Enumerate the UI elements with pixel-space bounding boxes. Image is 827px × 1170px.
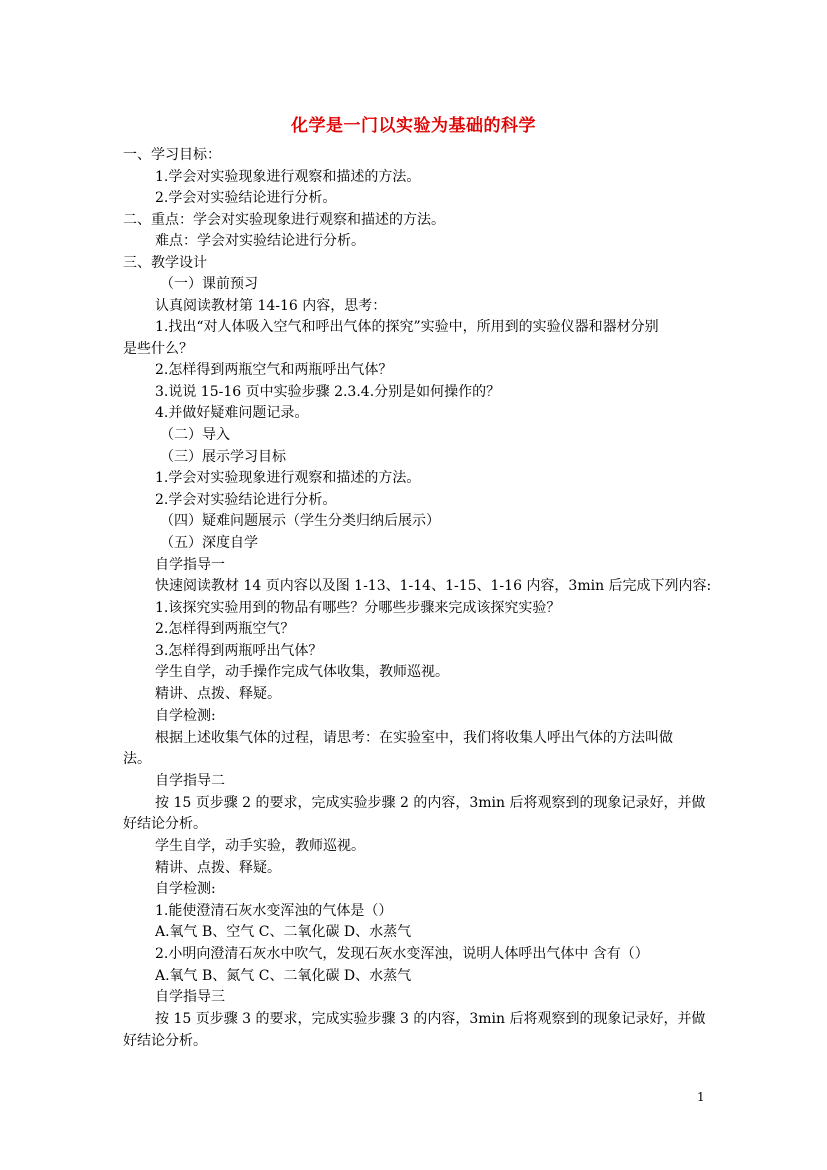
text-line: A.氧气 B、氮气 C、二氧化碳 D、水蒸气 xyxy=(155,968,412,984)
text-line: 根据上述收集气体的过程，请思考：在实验室中，我们将收集人呼出气体的方法叫做 xyxy=(155,730,673,746)
text-line: 自学检测: xyxy=(155,708,216,724)
text-line: 自学检测: xyxy=(155,881,216,897)
text-line: 快速阅读教材 14 页内容以及图 1-13、1-14、1-15、1-16 内容，3min 后完成下列内容: xyxy=(155,578,712,594)
text-line: 是些什么？ xyxy=(123,341,193,357)
text-line: 认真阅读教材第 14-16 内容，思考： xyxy=(155,298,387,314)
text-line: 2.怎样得到两瓶空气和两瓶呼出气体？ xyxy=(155,362,393,378)
text-line: 3.怎样得到两瓶呼出气体？ xyxy=(155,643,323,659)
text-line: 2.学会对实验结论进行分析。 xyxy=(155,190,337,206)
text-line: 精讲、点拨、释疑。 xyxy=(155,860,281,876)
text-line: 2.怎样得到两瓶空气？ xyxy=(155,621,295,637)
text-line: 4.并做好疑难问题记录。 xyxy=(155,405,309,421)
text-line: 好结论分析。 xyxy=(123,1033,207,1049)
section-heading-objectives: 一、学习目标： xyxy=(123,147,221,163)
text-line: A.氧气 B、空气 C、二氧化碳 D、水蒸气 xyxy=(155,924,412,940)
text-line: 学生自学，动手操作完成气体收集，教师巡视。 xyxy=(155,664,449,680)
text-line: 自学指导二 xyxy=(155,773,225,789)
text-line: 1.找出“对人体吸入空气和呼出气体的探究”实验中，所用到的实验仪器和器材分别 xyxy=(155,319,659,335)
text-line: 难点：学会对实验结论进行分析。 xyxy=(155,233,365,249)
text-line: 按 15 页步骤 2 的要求，完成实验步骤 2 的内容，3min 后将观察到的现象记录好，并做 xyxy=(155,795,706,811)
text-line: （一）课前预习 xyxy=(160,276,258,292)
page-number: 1 xyxy=(697,1090,705,1104)
text-line: （四）疑难问题展示（学生分类归纳后展示） xyxy=(160,513,440,529)
text-line: 按 15 页步骤 3 的要求，完成实验步骤 3 的内容，3min 后将观察到的现象记录好，并做 xyxy=(155,1011,706,1027)
text-line: 精讲、点拨、释疑。 xyxy=(155,686,281,702)
text-line: 自学指导三 xyxy=(155,989,225,1005)
section-heading-keypoints: 二、重点：学会对实验现象进行观察和描述的方法。 xyxy=(123,212,445,228)
text-line: 自学指导一 xyxy=(155,557,225,573)
text-line: 1.能使澄清石灰水变浑浊的气体是（） xyxy=(155,903,393,919)
text-line: 2.学会对实验结论进行分析。 xyxy=(155,492,337,508)
text-line: 1.该探究实验用到的物品有哪些？分哪些步骤来完成该探究实验？ xyxy=(155,600,561,616)
text-line: （二）导入 xyxy=(160,427,230,443)
text-line: 好结论分析。 xyxy=(123,816,207,832)
text-line: 法。 xyxy=(123,751,151,767)
text-line: （五）深度自学 xyxy=(160,535,258,551)
text-line: 1.学会对实验现象进行观察和描述的方法。 xyxy=(155,169,421,185)
text-line: 2.小明向澄清石灰水中吹气，发现石灰水变浑浊，说明人体呼出气体中 含有（） xyxy=(155,946,649,962)
text-line: 学生自学，动手实验，教师巡视。 xyxy=(155,838,365,854)
section-heading-design: 三、教学设计 xyxy=(123,255,207,271)
text-line: 1.学会对实验现象进行观察和描述的方法。 xyxy=(155,470,421,486)
text-line: 3.说说 15-16 页中实验步骤 2.3.4.分别是如何操作的？ xyxy=(155,384,501,400)
text-line: （三）展示学习目标 xyxy=(160,449,286,465)
document-title: 化学是一门以实验为基础的科学 xyxy=(291,116,536,136)
